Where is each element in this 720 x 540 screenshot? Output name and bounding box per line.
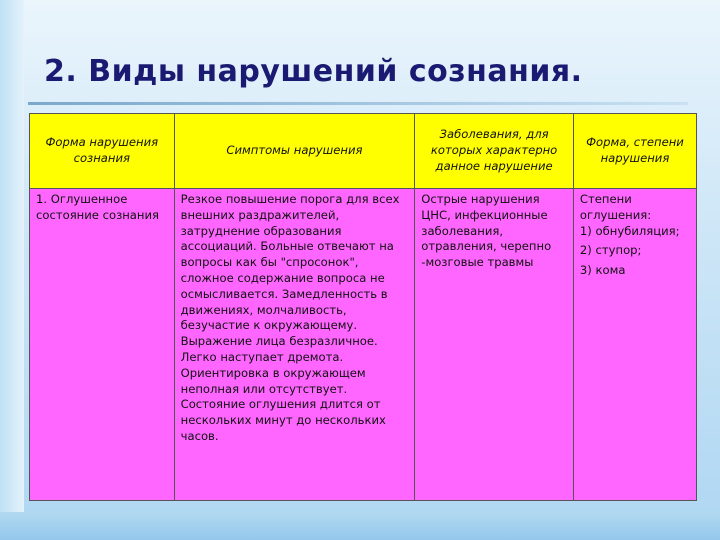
cell-degrees (573, 189, 696, 501)
table-row (30, 189, 697, 501)
degree-item: 2) ступор; (579, 243, 642, 258)
slide-title: 2. Виды нарушений сознания. (44, 54, 583, 89)
header-degrees: Форма, степени нарушения (573, 114, 696, 189)
cell-form: 1. Оглушенное состояние сознания (30, 189, 175, 501)
degree-item: 3) кома (579, 263, 626, 278)
degree-item: 1) обнубиляция; (579, 223, 680, 238)
header-diseases: Заболевания, для которых характерно данное нарушение (415, 114, 574, 189)
header-form: Форма нарушения сознания (30, 114, 175, 189)
table-header-row (30, 114, 697, 189)
cell-diseases: Острые нарушения ЦНС, инфекционные заболевания, отравления, черепно -мозговые травмы (415, 189, 574, 501)
left-decor-band (0, 0, 24, 540)
bottom-decor-band (0, 512, 720, 540)
disorders-table (29, 113, 697, 501)
cell-symptoms: Резкое повышение порога для всех внешних раздражителей, затруднение образования ассоциаций. Больные отвечают на вопросы как бы "спросонок", сложное содержание вопроса не осмысливается. Замедленность в движениях, молчаливость, безучастие к окружающему. Выражение лица безразличное. Легко наступает дремота. Ориентировка в окружающем неполная или отсутствует. Состояние оглушения длится от нескольких минут до нескольких часов. (174, 189, 415, 501)
title-underline (28, 102, 688, 105)
header-symptoms: Симптомы нарушения (174, 114, 415, 189)
degrees-heading: Степени оглушения: (579, 192, 652, 222)
